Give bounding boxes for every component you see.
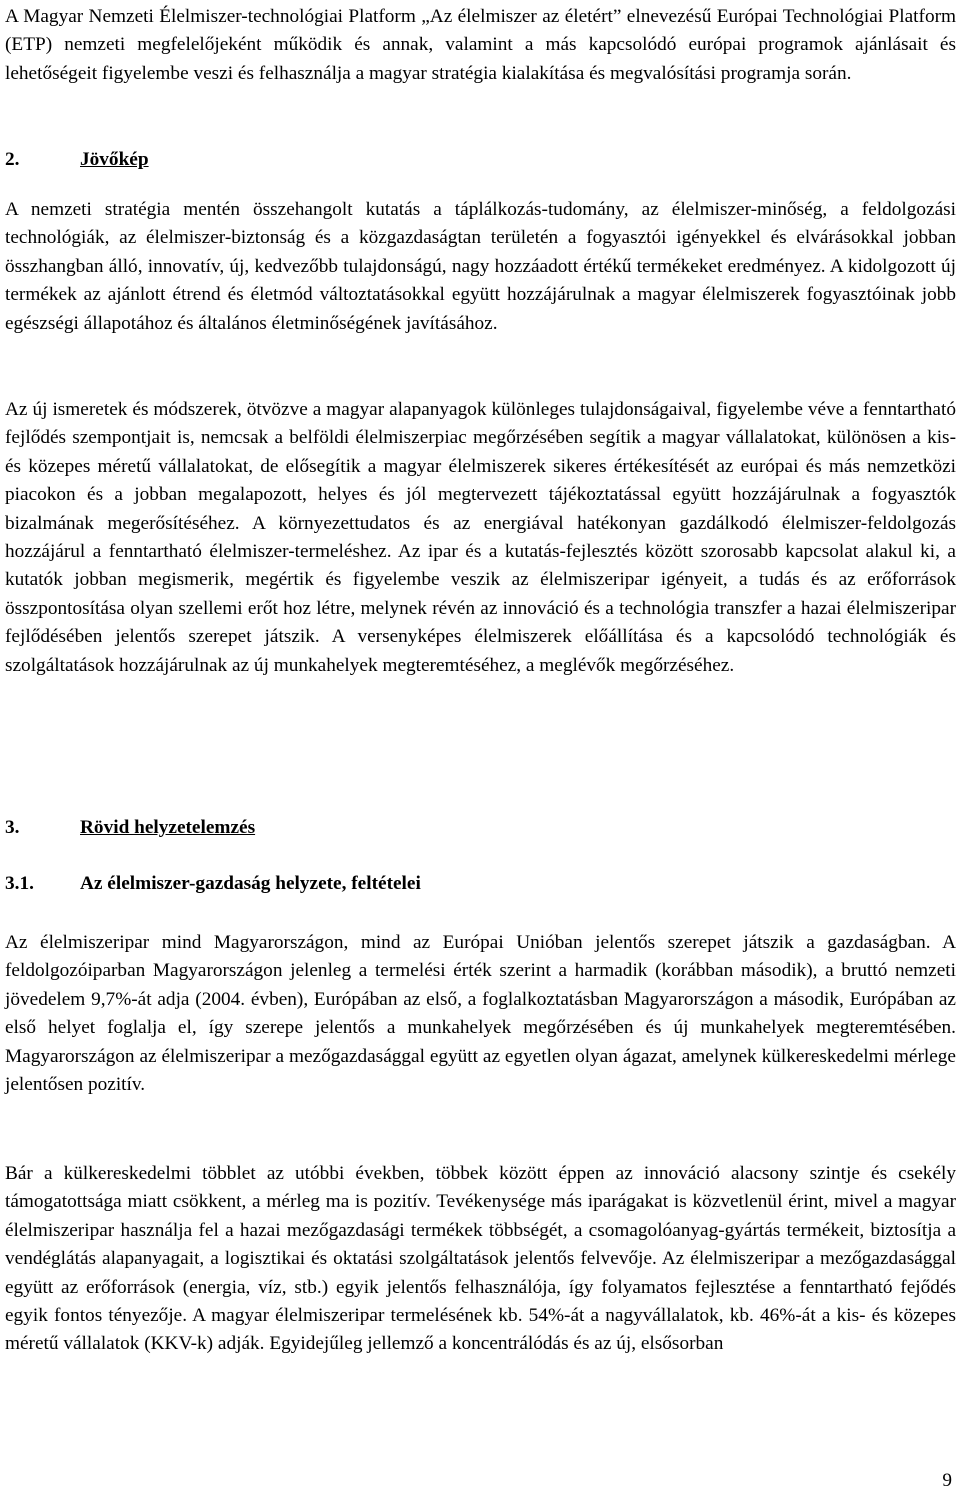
- section-title: Jövőkép: [80, 149, 149, 170]
- situation-paragraph-2: Bár a külkereskedelmi többlet az utóbbi években, többek között éppen az innováció alacsony szintje és csekély támogatottsága miatt csökkent, a mérleg ma is pozitív. Tevékenysége más iparágakat is közvetlenül érint, mivel a magyar élelmiszeripar használja fel a hazai mezőgazdasági termékek többségét, a csomagolóanyag-gyártás termékeit, biztosítja a vendéglátás alapanyagait, a logisztikai és oktatási szolgáltatások jelentős felvevője. Az élelmiszeripar a mezőgazdasággal együtt az erőforrások (energia, víz, stb.) egyik jelentős felhasználója, így folyamatos fejlesztése a fenntartható fejődés egyik fontos tényezője. A magyar élelmiszeripar termelésének kb. 54%-át a nagyvállalatok, kb. 46%-át a kis- és közepes méretű vállalatok (KKV-k) adják. Egyidejűleg jellemző a koncentrálódás és az új, elsősorban: [5, 1163, 956, 1355]
- section-number: 2.: [5, 149, 20, 170]
- section-heading-2: [5, 146, 149, 174]
- section-number: 3.: [5, 817, 20, 838]
- section-title: Rövid helyzetelemzés: [80, 817, 256, 838]
- page-number: 9: [942, 1470, 952, 1491]
- subsection-title: Az élelmiszer-gazdaság helyzete, feltételei: [80, 873, 421, 894]
- intro-paragraph: A Magyar Nemzeti Élelmiszer-technológiai Platform „Az élelmiszer az életért” elnevezésű Európai Technológiai Platform (ETP) nemzeti megfelelőjeként működik és annak, valamint a más kapcsolódó európai programok ajánlásait és lehetőségeit figyelembe veszi és felhasználja a magyar stratégia kialakítása és megvalósítási programja során.: [5, 6, 956, 84]
- subsection-heading-3-1: [5, 870, 421, 898]
- subsection-number: 3.1.: [5, 873, 34, 894]
- section-heading-3: [5, 814, 255, 842]
- vision-paragraph-1: A nemzeti stratégia mentén összehangolt kutatás a táplálkozás-tudomány, az élelmiszer-minőség, a feldolgozási technológiák, az élelmiszer-biztonság és a közgazdaságtan területén a fogyasztói igényekkel és elvárásokkal jobban összhangban álló, innovatív, új, kedvezőbb tulajdonságú, nagy hozzáadott értékű termékeket eredményez. A kidolgozott új termékek az ajánlott étrend és életmód változtatásokkal együtt hozzájárulnak a magyar élelmiszerek fogyasztóinak jobb egészségi állapotához és általános életminőségének javításához.: [5, 199, 956, 334]
- vision-paragraph-2: Az új ismeretek és módszerek, ötvözve a magyar alapanyagok különleges tulajdonságaival, figyelembe véve a fenntartható fejlődés szempontjait is, nemcsak a belföldi élelmiszerpiac megőrzésében segítik a magyar vállalatokat, különösen a kis- és közepes méretű vállalatokat, de elősegítik a magyar élelmiszerek sikeres értékesítését az európai és más nemzetközi piacokon és a jobban megalapozott, helyes és jól megtervezett tájékoztatással együtt hozzájárulnak a fogyasztók bizalmának megerősítéséhez. A környezettudatos és az energiával hatékonyan gazdálkodó élelmiszer-feldolgozás hozzájárul a fenntartható élelmiszer-termeléshez. Az ipar és a kutatás-fejlesztés között szorosabb kapcsolat alakul ki, a kutatók jobban megismerik, megértik és figyelembe veszik az élelmiszeripar igényeit, a tudás és az erőforrások összpontosítása olyan szellemi erőt hoz létre, melynek révén az innováció és a technológia transzfer a hazai élelmiszeripar fejlődésében jelentős szerepet játszik. A versenyképes élelmiszerek előállítása és a kapcsolódó technológiák és szolgáltatások hozzájárulnak az új munkahelyek megteremtéséhez, a meglévők megőrzéséhez.: [5, 399, 956, 676]
- situation-paragraph-1: Az élelmiszeripar mind Magyarországon, mind az Európai Unióban jelentős szerepet játszik a gazdaságban. A feldolgozóiparban Magyarországon jelenleg a termelési érték szerint a harmadik (korábban második), a bruttó nemzeti jövedelem 9,7%-át adja (2004. évben), Európában az első, a foglalkoztatásban Magyarországon a második, Európában az első helyet foglalja el, így szerepe jelentős a munkahelyek megőrzésében és új munkahelyek megteremtésében. Magyarországon az élelmiszeripar a mezőgazdasággal együtt az egyetlen olyan ágazat, amelynek külkereskedelmi mérlege jelentősen pozitív.: [5, 932, 956, 1096]
